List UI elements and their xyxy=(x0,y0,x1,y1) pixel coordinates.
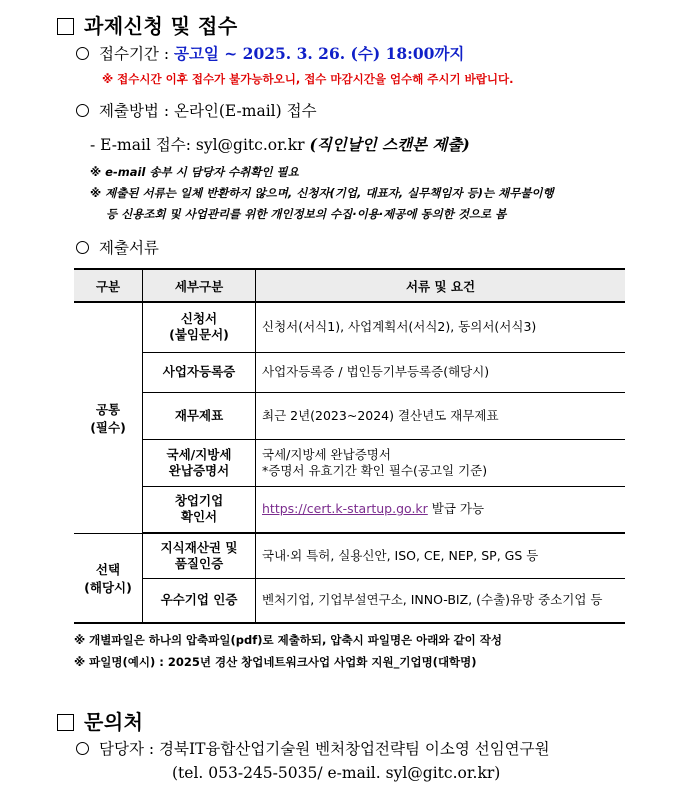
docs-line xyxy=(76,236,159,258)
subcategory-cell: 우수기업 인증 xyxy=(143,578,256,623)
header-subcategory: 세부구분 xyxy=(143,269,256,302)
subcategory-cell: 국세/지방세 완납증명서 xyxy=(143,439,256,486)
circle-bullet-icon xyxy=(76,241,89,254)
contact-text: 담당자 : 경북IT융합산업기술원 벤처창업전략팀 이소영 선임연구원 xyxy=(99,740,550,758)
contact-detail: (tel. 053-245-5035/ e-mail. syl@gitc.or.kr) xyxy=(172,764,501,782)
period-label: 접수기간 : xyxy=(99,45,174,63)
email-line-prefix: - E-mail 접수: syl@gitc.or.kr xyxy=(90,136,310,154)
docs-label: 제출서류 xyxy=(99,239,159,257)
footnote-filename: ※ 파일명(예시) : 2025년 경산 창업네트워크사업 사업화 지원_기업명(대학명) xyxy=(74,655,477,669)
section1-title: 과제신청 및 접수 xyxy=(84,14,238,38)
header-category: 구분 xyxy=(74,269,143,302)
checkbox-square-icon xyxy=(57,714,74,731)
requirement-cell: 국내·외 특허, 실용신안, ISO, CE, NEP, SP, GS 등 xyxy=(256,533,626,578)
requirement-cell: 벤처기업, 기업부설연구소, INNO-BIZ, (수출)유망 중소기업 등 xyxy=(256,578,626,623)
documents-table xyxy=(74,268,625,624)
table-row xyxy=(74,578,625,623)
k-startup-link[interactable]: https://cert.k-startup.go.kr xyxy=(262,501,428,517)
circle-bullet-icon xyxy=(76,104,89,117)
requirement-cell: 신청서(서식1), 사업계획서(서식2), 동의서(서식3) xyxy=(256,302,626,352)
subcategory-cell: 창업기업 확인서 xyxy=(143,486,256,533)
requirement-cell xyxy=(256,486,626,533)
footnote-compression: ※ 개별파일은 하나의 압축파일(pdf)로 제출하되, 압축시 파일명은 아래와 같이 작성 xyxy=(74,633,502,647)
note-email-confirm: ※ e-mail 송부 시 담당자 수취확인 필요 xyxy=(90,165,299,179)
table-row xyxy=(74,392,625,439)
note-privacy-line1: ※ 제출된 서류는 일체 반환하지 않으며, 신청자(기업, 대표자, 실무책임자 등)는 채무불이행 xyxy=(90,186,554,200)
method-text: 제출방법 : 온라인(E-mail) 접수 xyxy=(99,102,317,120)
table-header-row xyxy=(74,269,625,302)
requirement-cell: 국세/지방세 완납증명서 *증명서 유효기간 확인 필수(공고일 기준) xyxy=(256,439,626,486)
header-requirements: 서류 및 요건 xyxy=(256,269,626,302)
table-row xyxy=(74,352,625,392)
circle-bullet-icon xyxy=(76,742,89,755)
subcategory-cell: 재무제표 xyxy=(143,392,256,439)
contact-line xyxy=(76,737,550,759)
table-row xyxy=(74,302,625,352)
requirement-cell: 최근 2년(2023~2024) 결산년도 재무제표 xyxy=(256,392,626,439)
period-warning: ※ 접수시간 이후 접수가 불가능하오니, 접수 마감시간을 엄수해 주시기 바랍니다. xyxy=(102,72,514,86)
email-line-note: (직인날인 스캔본 제출) xyxy=(309,135,470,154)
method-line xyxy=(76,99,317,121)
category-common-label: 공통 (필수) xyxy=(90,401,126,435)
subcategory-cell: 사업자등록증 xyxy=(143,352,256,392)
checkbox-square-icon xyxy=(57,18,74,35)
period-line xyxy=(76,42,464,64)
table-row xyxy=(74,533,625,578)
category-common xyxy=(74,302,143,533)
requirement-suffix: 발급 가능 xyxy=(427,501,485,517)
table-row xyxy=(74,486,625,533)
category-optional xyxy=(74,533,143,623)
email-line xyxy=(90,133,470,155)
category-optional-label: 선택 (해당시) xyxy=(84,561,132,595)
requirement-cell: 사업자등록증 / 법인등기부등록증(해당시) xyxy=(256,352,626,392)
subcategory-cell: 신청서 (붙임문서) xyxy=(143,302,256,352)
section1-heading xyxy=(57,10,238,39)
section2-title: 문의처 xyxy=(84,710,144,734)
note-privacy-line2: 등 신용조회 및 사업관리를 위한 개인정보의 수집·이용·제공에 동의한 것으로 봄 xyxy=(106,207,507,221)
circle-bullet-icon xyxy=(76,47,89,60)
subcategory-cell: 지식재산권 및 품질인증 xyxy=(143,533,256,578)
section2-heading xyxy=(57,706,143,735)
table-row xyxy=(74,439,625,486)
period-value: 공고일 ~ 2025. 3. 26. (수) 18:00까지 xyxy=(173,44,465,63)
